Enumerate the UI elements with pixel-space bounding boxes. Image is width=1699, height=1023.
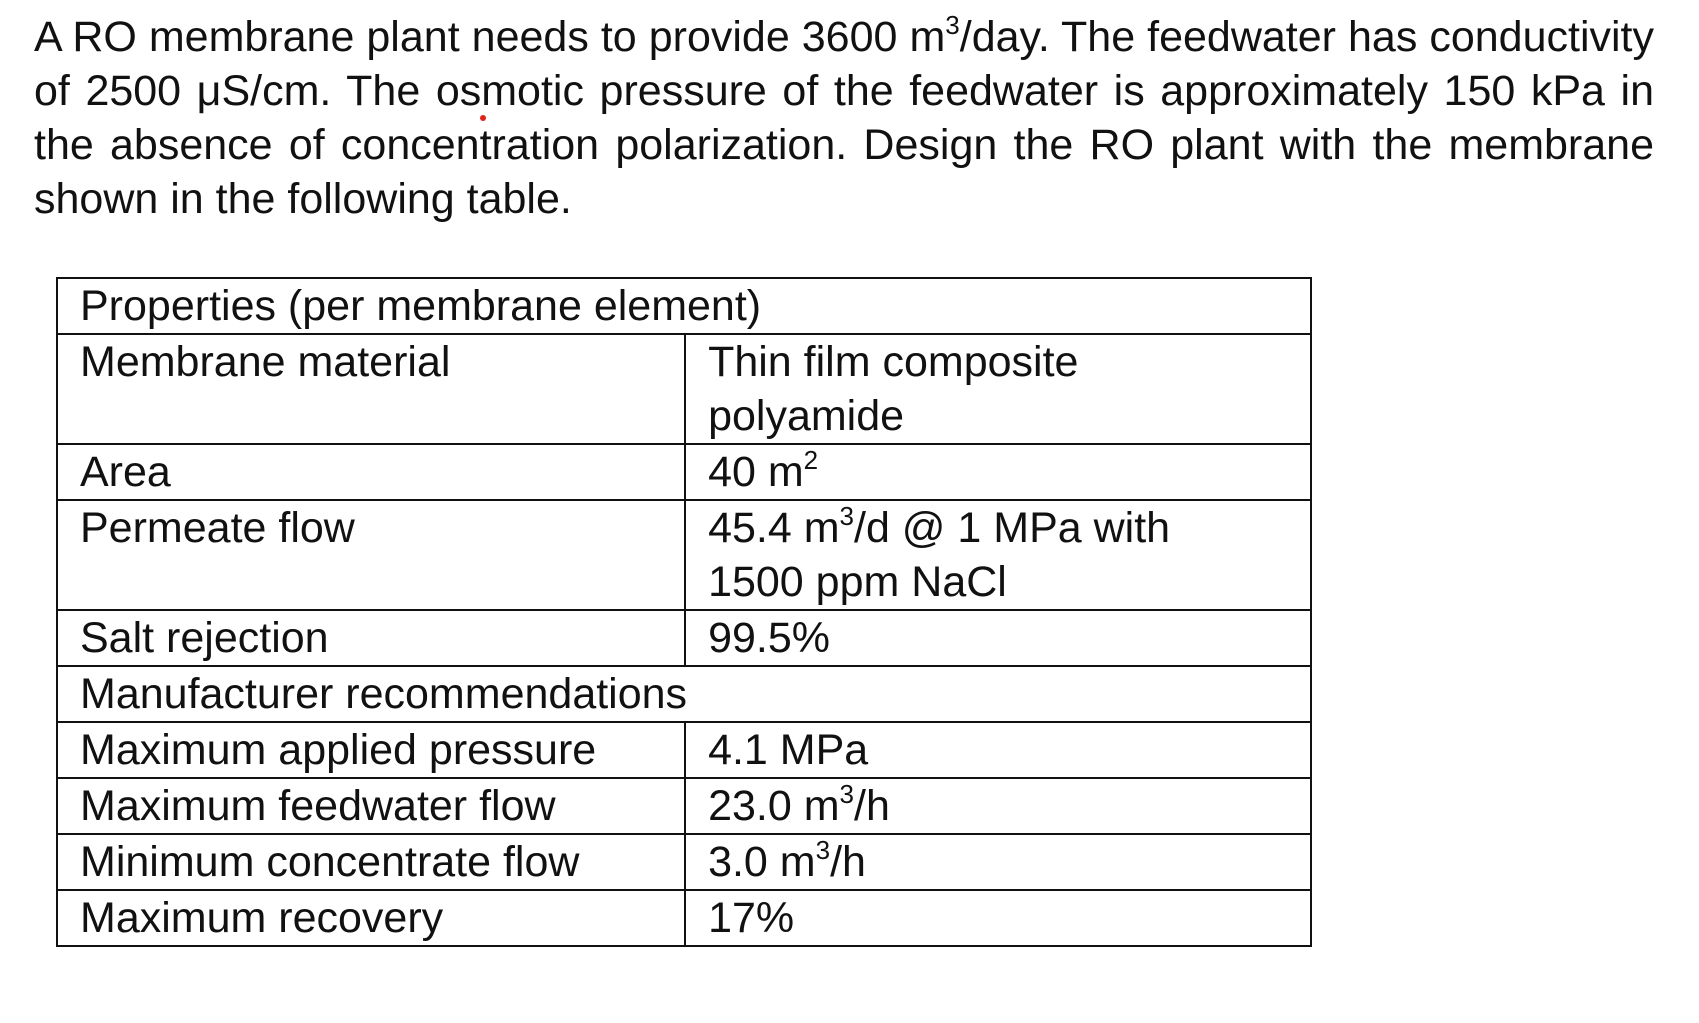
table-row (57, 890, 1311, 946)
membrane-material-value-line1: Thin film composite (708, 338, 1079, 386)
recommendations-header: Manufacturer recommendations (57, 666, 1311, 722)
membrane-material-value-line2: polyamide (708, 392, 905, 440)
salt-rejection-label: Salt rejection (57, 610, 685, 666)
table-row (57, 722, 1311, 778)
table-row (57, 334, 1311, 444)
membrane-material-value (685, 334, 1311, 444)
properties-header: Properties (per membrane element) (57, 278, 1311, 334)
max-recovery-label: Maximum recovery (57, 890, 685, 946)
area-value-text: 40 m (708, 448, 804, 496)
permeate-flow-superscript: 3 (839, 501, 854, 531)
min-conc-flow-value-post: /h (830, 838, 866, 886)
permeate-flow-value-post: /d @ 1 MPa with (854, 504, 1171, 552)
table-row (57, 666, 1311, 722)
min-conc-flow-label: Minimum concentrate flow (57, 834, 685, 890)
table-row (57, 834, 1311, 890)
problem-statement (34, 10, 1654, 226)
permeate-flow-value-pre: 45.4 m (708, 504, 840, 552)
max-feed-flow-superscript: 3 (839, 779, 854, 809)
permeate-flow-value (685, 500, 1311, 610)
cubic-superscript: 3 (945, 10, 960, 40)
permeate-flow-value-line2: 1500 ppm NaCl (708, 558, 1007, 606)
max-feed-flow-value-post: /h (854, 782, 890, 830)
table-row (57, 278, 1311, 334)
min-conc-flow-superscript: 3 (815, 835, 831, 865)
max-recovery-value: 17% (685, 890, 1311, 946)
max-pressure-label: Maximum applied pressure (57, 722, 685, 778)
membrane-properties-table (56, 277, 1312, 947)
problem-text-part2: /day. The feedwater has conductivity of 2500 μS/cm. The osmotic pressure of the feedwater is approximately 150 kPa in the absence of concentration polarization. Design the RO plant with the membrane shown in the following table. (34, 13, 1655, 223)
membrane-material-label: Membrane material (57, 334, 685, 444)
table-row (57, 500, 1311, 610)
min-conc-flow-value (685, 834, 1311, 890)
max-feed-flow-value-pre: 23.0 m (708, 782, 840, 830)
red-dot-marker (480, 115, 486, 121)
area-superscript: 2 (803, 445, 819, 475)
table-row (57, 610, 1311, 666)
max-feed-flow-value (685, 778, 1311, 834)
salt-rejection-value: 99.5% (685, 610, 1311, 666)
permeate-flow-label: Permeate flow (57, 500, 685, 610)
table-row (57, 778, 1311, 834)
problem-text-part1: A RO membrane plant needs to provide 3600 m (34, 13, 946, 61)
area-label: Area (57, 444, 685, 500)
table-row (57, 444, 1311, 500)
max-feed-flow-label: Maximum feedwater flow (57, 778, 685, 834)
area-value (685, 444, 1311, 500)
min-conc-flow-value-pre: 3.0 m (708, 838, 816, 886)
max-pressure-value: 4.1 MPa (685, 722, 1311, 778)
